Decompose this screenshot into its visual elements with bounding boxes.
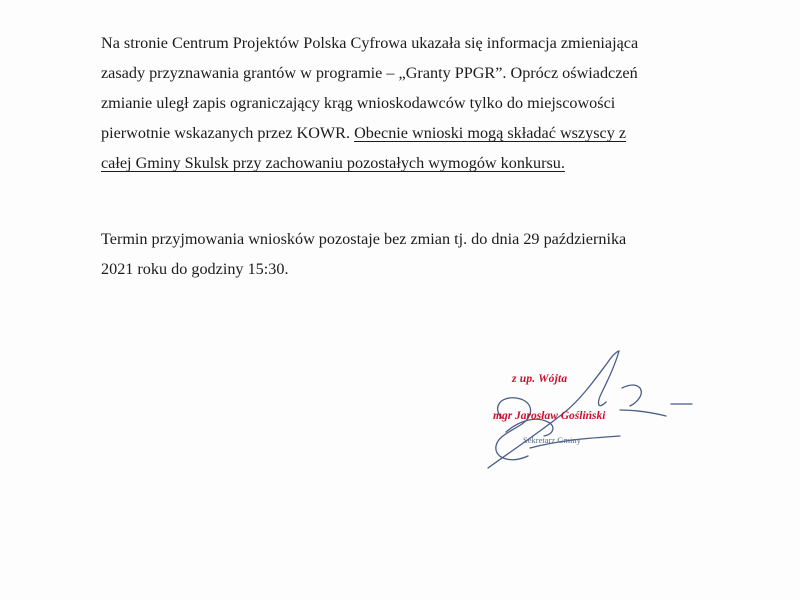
stamp-line-authorization: z up. Wójta <box>512 373 568 385</box>
stamp-line-name: mgr Jarosław Gośliński <box>493 410 606 422</box>
official-stamp-with-signature <box>470 340 710 490</box>
paragraph-grant-rules-change <box>101 28 741 178</box>
text-line: Na stronie Centrum Projektów Polska Cyfrowa ukazała się informacja zmieniająca <box>101 34 639 52</box>
stamp-line-title: Sekretarz Gminy <box>523 435 581 445</box>
text-line: zmianie uległ zapis ograniczający krąg wnioskodawców tylko do miejscowości <box>101 94 616 112</box>
underlined-text: Obecnie wnioski mogą składać wszyscy z <box>354 124 627 142</box>
underlined-text: całej Gminy Skulsk przy zachowaniu pozostałych wymogów konkursu. <box>101 154 565 172</box>
paragraph-deadline <box>101 224 741 284</box>
text-line: Termin przyjmowania wniosków pozostaje bez zmian tj. do dnia 29 października <box>101 230 627 248</box>
text-line <box>101 118 741 148</box>
text-line <box>101 148 741 178</box>
text-line: zasady przyznawania grantów w programie – „Granty PPGR”. Oprócz oświadczeń <box>101 64 638 82</box>
text-segment: pierwotnie wskazanych przez KOWR. <box>101 124 355 142</box>
text-line: 2021 roku do godziny 15:30. <box>101 260 289 278</box>
